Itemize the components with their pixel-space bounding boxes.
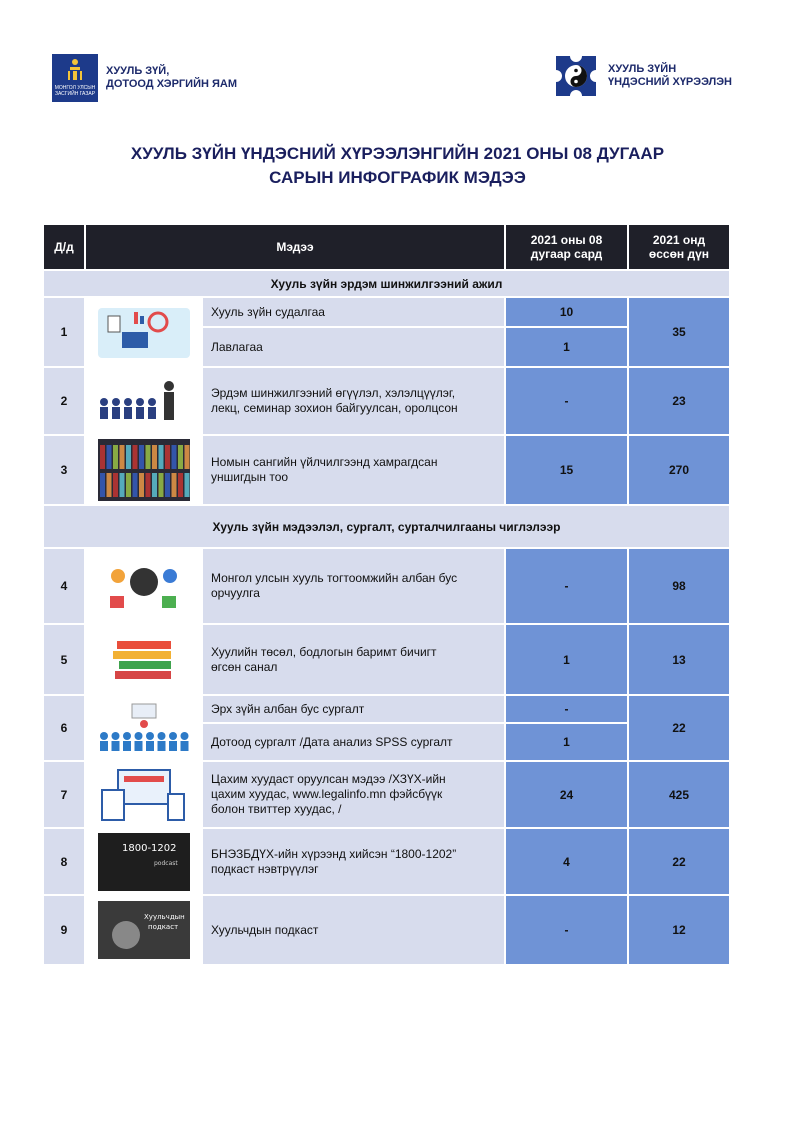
page-title-line: САРЫН ИНФОГРАФИК МЭДЭЭ bbox=[269, 168, 526, 187]
row-description bbox=[203, 724, 504, 760]
row-description bbox=[203, 829, 504, 894]
row-illustration bbox=[86, 696, 201, 760]
row-description-line: Цахим хуудаст оруулсан мэдээ /ХЗҮХ-ийн bbox=[211, 772, 446, 786]
row-description-line: орчуулга bbox=[211, 586, 260, 600]
row-description-line: уншигдын тоо bbox=[211, 470, 289, 484]
ministry-name-line: ДОТООД ХЭРГИЙН ЯАМ bbox=[106, 78, 237, 90]
row-description-line: Дотоод сургалт /Дата анализ SPSS сургалт bbox=[211, 734, 453, 749]
library-icon bbox=[98, 439, 190, 501]
ytd-total: 425 bbox=[629, 762, 729, 827]
ytd-total: 22 bbox=[629, 696, 729, 760]
institute-name-line: ҮНДЭСНИЙ ХҮРЭЭЛЭН bbox=[608, 76, 732, 88]
row-description bbox=[203, 625, 504, 694]
month-value: - bbox=[506, 896, 627, 964]
translation-icon bbox=[104, 556, 184, 616]
row-description-line: Эрдэм шинжилгээний өгүүлэл, хэлэлцүүлэг, bbox=[211, 386, 456, 400]
header-ytd-line: 2021 онд bbox=[652, 233, 706, 247]
section-header: Хууль зүйн эрдэм шинжилгээний ажил bbox=[44, 271, 729, 296]
header-cell-month bbox=[506, 225, 627, 269]
row-description bbox=[203, 328, 504, 366]
month-value: 4 bbox=[506, 829, 627, 894]
row-description-line: болон твиттер хуудас, / bbox=[211, 802, 342, 816]
ministry-name bbox=[106, 65, 237, 91]
row-illustration bbox=[86, 298, 201, 366]
page-title bbox=[60, 142, 735, 190]
ytd-total: 12 bbox=[629, 896, 729, 964]
row-illustration bbox=[86, 762, 201, 827]
header-month-line: дугаар сард bbox=[530, 247, 603, 261]
ministry-name-line: ХУУЛЬ ЗҮЙ, bbox=[106, 65, 170, 77]
ytd-total: 98 bbox=[629, 549, 729, 623]
row-number: 8 bbox=[44, 829, 84, 894]
row-description bbox=[203, 368, 504, 434]
row-description bbox=[203, 298, 504, 326]
ytd-total: 23 bbox=[629, 368, 729, 434]
institute-logo bbox=[550, 50, 732, 102]
institute-name-line: ХУУЛЬ ЗҮЙН bbox=[608, 63, 677, 75]
row-number: 4 bbox=[44, 549, 84, 623]
ytd-total: 13 bbox=[629, 625, 729, 694]
ministry-logo bbox=[52, 54, 237, 102]
ytd-total: 22 bbox=[629, 829, 729, 894]
row-number: 3 bbox=[44, 436, 84, 504]
podcast-image-subtitle: подкаст bbox=[147, 923, 178, 931]
month-value: 1 bbox=[506, 724, 627, 760]
month-value: - bbox=[506, 368, 627, 434]
row-description-line: Хууль зүйн судалгаа bbox=[211, 304, 325, 319]
research-icon bbox=[94, 302, 194, 362]
row-description-line: Номын сангийн үйлчилгээнд хамрагдсан bbox=[211, 455, 438, 469]
row-number: 7 bbox=[44, 762, 84, 827]
header-cell-no: Д/д bbox=[44, 225, 84, 269]
conference-icon bbox=[94, 372, 194, 430]
training-icon bbox=[96, 702, 192, 754]
page-title-line: ХУУЛЬ ЗҮЙН ҮНДЭСНИЙ ХҮРЭЭЛЭНГИЙН 2021 ОНЫ 08 ДУГААР bbox=[130, 144, 665, 163]
row-description-line: лекц, семинар зохион байгуулсан, оролцсон bbox=[211, 401, 458, 415]
row-description-line: цахим хуудас, www.legalinfo.mn фэйсбүүк bbox=[211, 787, 443, 801]
devices-icon bbox=[98, 766, 190, 824]
podcast-image-title: 1800-1202 bbox=[121, 842, 177, 854]
month-value: 1 bbox=[506, 625, 627, 694]
row-illustration bbox=[86, 896, 201, 964]
row-description-line: Монгол улсын хууль тогтоомжийн албан бус bbox=[211, 571, 458, 585]
row-description bbox=[203, 696, 504, 722]
header-month-line: 2021 оны 08 bbox=[530, 233, 603, 247]
row-illustration bbox=[86, 436, 201, 504]
row-number: 6 bbox=[44, 696, 84, 760]
row-illustration bbox=[86, 829, 201, 894]
row-description-line: подкаст нэвтрүүлэг bbox=[211, 861, 319, 876]
yin-yang-puzzle-icon bbox=[550, 50, 602, 102]
month-value: 1 bbox=[506, 328, 627, 366]
row-illustration bbox=[86, 549, 201, 623]
month-value: - bbox=[506, 549, 627, 623]
row-description-line: Лавлагаа bbox=[211, 339, 263, 354]
state-emblem-icon bbox=[52, 54, 98, 102]
emblem-caption-line: ЗАСГИЙН ГАЗАР bbox=[54, 91, 96, 97]
month-value: 15 bbox=[506, 436, 627, 504]
books-icon bbox=[109, 635, 179, 685]
row-description-line: БНЭЗБДҮХ-ийн хүрээнд хийсэн “1800-1202” bbox=[211, 846, 457, 861]
ytd-total: 35 bbox=[629, 298, 729, 366]
emblem-caption-line: МОНГОЛ УЛСЫН bbox=[54, 85, 96, 91]
microphone-icon bbox=[98, 901, 190, 959]
row-illustration bbox=[86, 368, 201, 434]
institute-name bbox=[608, 63, 732, 89]
row-description bbox=[203, 762, 504, 827]
month-value: 24 bbox=[506, 762, 627, 827]
header-cell-ytd bbox=[629, 225, 729, 269]
row-description-line: Эрх зүйн албан бус сургалт bbox=[211, 701, 365, 716]
header-ytd-line: өссөн дүн bbox=[648, 247, 710, 261]
row-description bbox=[203, 436, 504, 504]
row-description bbox=[203, 896, 504, 964]
month-value: - bbox=[506, 696, 627, 722]
header-cell-info: Мэдээ bbox=[86, 225, 504, 269]
row-description bbox=[203, 549, 504, 623]
ytd-total: 270 bbox=[629, 436, 729, 504]
row-number: 9 bbox=[44, 896, 84, 964]
row-description-line: Хуулийн төсөл, бодлогын баримт бичигт bbox=[211, 644, 437, 659]
podcast-image-title: Хуульчдын bbox=[143, 913, 185, 921]
row-description-line: Хуульчдын подкаст bbox=[211, 922, 319, 937]
row-number: 2 bbox=[44, 368, 84, 434]
section-header: Хууль зүйн мэдээлэл, сургалт, сурталчилгааны чиглэлээр bbox=[44, 506, 729, 547]
row-description-line: өгсөн санал bbox=[211, 659, 278, 674]
row-number: 5 bbox=[44, 625, 84, 694]
podcast-icon bbox=[98, 833, 190, 891]
row-illustration bbox=[86, 625, 201, 694]
podcast-image-subtitle: podcast bbox=[153, 859, 178, 867]
row-number: 1 bbox=[44, 298, 84, 366]
month-value: 10 bbox=[506, 298, 627, 326]
